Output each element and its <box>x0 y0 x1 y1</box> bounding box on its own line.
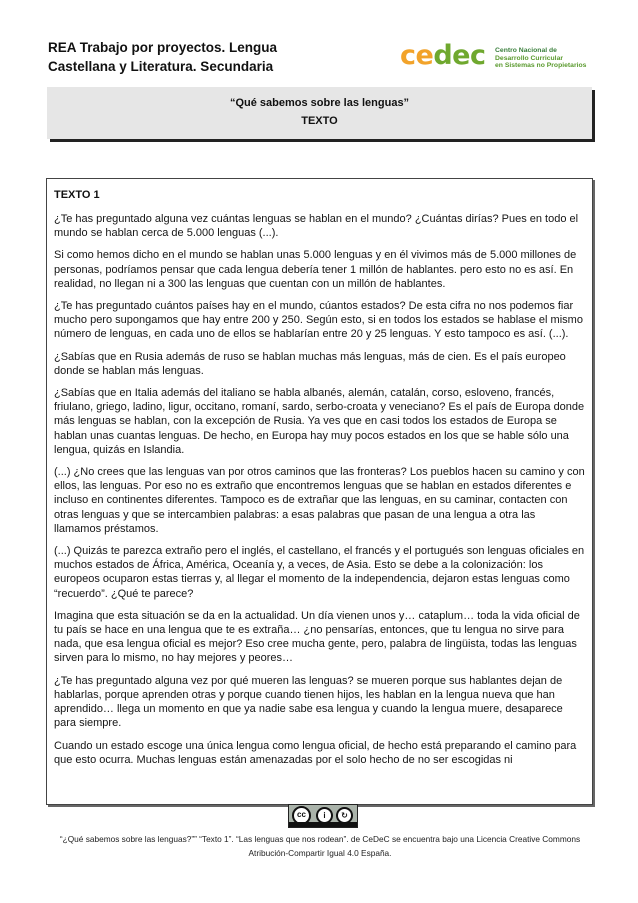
cedec-logo-subtitle <box>495 47 586 70</box>
banner-subtitle: TEXTO <box>301 115 338 127</box>
cc-icon: cc <box>292 806 311 825</box>
paragraph: Si como hemos dicho en el mundo se hablan unas 5.000 lenguas y en él vivimos más de 5.000 millones de personas, podríamos pensar que cada lengua debería tener 1 millón de hablantes. pero esto no es así. En realidad, no llegan ni a 300 las lenguas que cuentan con un millón de hablantes. <box>54 249 577 290</box>
attribution-icon: i <box>316 807 333 824</box>
logo-subtitle-line: Centro Nacional de <box>495 47 557 54</box>
text-content-box <box>46 178 593 805</box>
share-alike-icon: ↻ <box>336 807 353 824</box>
banner-title: “Qué sabemos sobre las lenguas” <box>229 97 410 109</box>
paragraph: (...) Quizás te parezca extraño pero el inglés, el castellano, el francés y el portugués son lenguas oficiales en muchos estados de África, América, Oceanía y, a veces, de Asia. Esto se debe a la colonización: los europeos ocuparon estas tierras y, al llegar el momento de la independencia, dejaron estas lenguas como “recuerdo”. ¿Qué te parece? <box>54 545 585 600</box>
paragraph: ¿Te has preguntado cuántos países hay en el mundo, cúantos estados? De esta cifra no nos podemos fiar mucho pero supongamos que hay entre 200 y 250. Según esto, si en todos los estados se hablase el mismo número de lenguas, en cada uno de ellos se hablarían entre 20 y 25 lenguas. Y esto tampoco es así. (...). <box>54 300 583 341</box>
logo-subtitle-line: Desarrollo Curricular <box>495 54 563 62</box>
cedec-logo <box>400 40 595 71</box>
cedec-wordmark: cedec <box>400 40 486 71</box>
paragraph: (...) ¿No crees que las lenguas van por otros caminos que las fronteras? Los pueblos hacen su camino y con ellos, las lenguas. Por eso no es extraño que encontremos lenguas que se hablan en estados diferentes e incluso en continentes diferentes. Tampoco es de extrañar que las lenguas, en su caminar, contacten con otras lenguas y que se intercambien palabras: a esas palabras que pasan de una lengua a otra las llamamos préstamos. <box>54 466 585 535</box>
footer-line: “¿Qué sabemos sobre las lenguas?”” “Texto 1”. “Las lenguas que nos rodean”. de CeDeC se encuentra bajo una Licencia Creative Commons <box>59 834 581 844</box>
license-strip <box>289 822 357 827</box>
paragraph: ¿Te has preguntado alguna vez cuántas lenguas se hablan en el mundo? ¿Cuántas dirías? Pues en todo el mundo se hablan cerca de 5.000 lenguas (...). <box>54 213 579 240</box>
paragraph: Imagina que esta situación se da en la actualidad. Un día vienen unos y… cataplum… toda la vida oficial de tu país se hace en una lengua que te es extraña… ¿no pensarías, entonces, que tu lengua no sirve para nada, que esa lengua oficial es mejor? Eso cree mucha gente, pero, palabra de lingüista, todas las lenguas sirven para lo mismo, no hay mejores y peores… <box>54 609 580 665</box>
paragraph: Cuando un estado escoge una única lengua como lengua oficial, de hecho está preparando el camino para que esto ocurra. Muchas lenguas están amenazadas por el solo hecho de no ser escogidas ni <box>54 739 577 766</box>
title-banner <box>47 87 592 139</box>
paragraph: ¿Sabías que en Italia además del italiano se habla albanés, alemán, catalán, corso, esloveno, francés, friulano, griego, ladino, ligur, occitano, romaní, sardo, serbo-croata y veneciano? Es el país de Europa donde más lenguas se hablan, con la excepción de Rusia. Ya ves que en casi todos los estados de Europa se hablan unas cuantas lenguas. De hecho, en Europa hay muy pocos estados en los que se hable sólo una lengua, quizás en Islandia. <box>54 387 585 456</box>
document-title: REA Trabajo por proyectos. Lengua Castellana y Literatura. Secundaria <box>48 40 278 74</box>
paragraph: ¿Sabías que en Rusia además de ruso se hablan muchas más lenguas, más de cien. Es el país europeo donde se hablan más lenguas. <box>54 350 566 377</box>
logo-subtitle-line: en Sistemas no Propietarios <box>495 62 587 70</box>
creative-commons-license-badge[interactable] <box>288 804 358 828</box>
license-footer <box>40 832 600 860</box>
text-heading: TEXTO 1 <box>54 189 100 201</box>
paragraph: ¿Te has preguntado alguna vez por qué mueren las lenguas? se mueren porque sus hablantes dejan de hablarlas, porque aprenden otras y porque cuando tienen hijos, les hablan en la lengua nueva que han aprendido… llega un momento en que ya nadie sabe esa lengua y cuando la lengua muere, desaparece para siempre. <box>54 674 563 730</box>
footer-line: Atribución-Compartir Igual 4.0 España. <box>248 848 392 858</box>
